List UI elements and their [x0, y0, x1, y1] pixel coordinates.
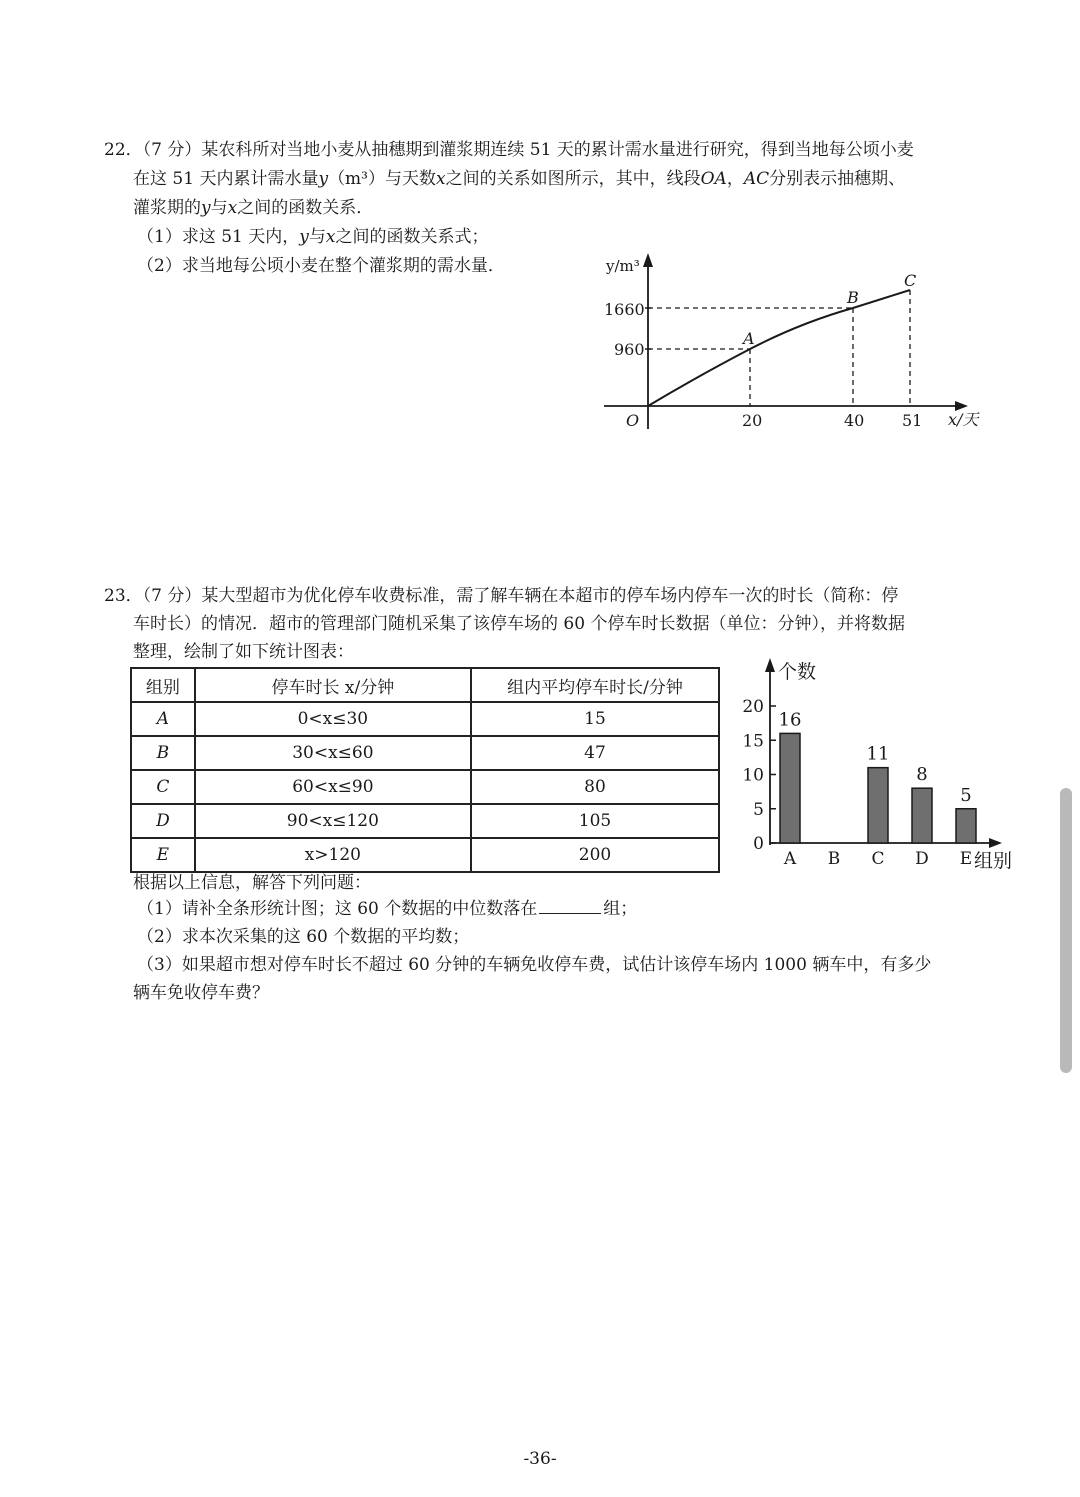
x-tick-label-20: 20 [742, 411, 763, 430]
q22-stem-text: 22．（7 分）某农科所对当地小麦从抽穗期到灌浆期连续 51 天的累计需水量进行研究，得到当地每公顷小麦 [104, 140, 914, 160]
point-label-b: B [847, 288, 859, 307]
q23-stem-text: 整理，绘制了如下统计图表： [133, 642, 354, 662]
point-label-c: C [904, 271, 917, 290]
q22-text: 之间的函数关系． [237, 198, 374, 218]
chart-y-tick-label: 15 [742, 731, 764, 752]
cell-range: 60<x≤90 [195, 770, 471, 804]
bar-value-label-c: 11 [866, 743, 890, 765]
x-tick-label-51: 51 [902, 411, 923, 430]
q22-text: （2）求当地每公顷小麦在整个灌浆期的需水量． [137, 256, 505, 276]
category-label-e: E [959, 849, 973, 869]
q23-stem-text: 23．（7 分）某大型超市为优化停车收费标准，需了解车辆在本超市的停车场内停车一次的时长（简称：停 [104, 586, 899, 606]
bar-value-label-e: 5 [960, 784, 972, 806]
vertical-scrollbar[interactable] [1060, 788, 1072, 1073]
chart-y-tick-label: 20 [742, 697, 764, 717]
parking-duration-table [130, 667, 720, 873]
answer-blank[interactable] [539, 897, 601, 914]
cell-group: C [131, 770, 195, 804]
q23-text: 根据以上信息，解答下列问题： [133, 873, 371, 893]
q22-text: 之间的函数关系式； [335, 227, 489, 247]
q22-text: 与天数 [385, 169, 436, 189]
q23-text: 辆车免收停车费？ [133, 983, 269, 1003]
bar-e [956, 809, 976, 843]
table-row [131, 702, 719, 736]
page-number-text: -36- [523, 1449, 557, 1469]
var-y: y [201, 198, 211, 218]
bar-c [868, 768, 888, 843]
chart-y-tick-label: 0 [753, 834, 764, 854]
y-axis-label: y/m³ [606, 257, 640, 275]
bar-value-label-d: 8 [916, 764, 928, 786]
cell-group: B [131, 736, 195, 770]
y-tick-label-1660: 1660 [604, 300, 645, 319]
q23-text: （3）如果超市想对停车时长不超过 60 分钟的车辆免收停车费，试估计该停车场内 1000 辆车中，有多少 [137, 955, 932, 975]
chart-y-arrow-icon [765, 658, 775, 672]
q23-line-3 [133, 640, 354, 664]
chart-bars [779, 709, 976, 869]
cell-range: 0<x≤30 [195, 702, 471, 736]
bar-a [780, 733, 800, 843]
q23-line-2 [133, 612, 905, 636]
cell-avg: 15 [471, 702, 719, 736]
cell-group: E [131, 838, 195, 872]
category-label-b: B [827, 849, 841, 869]
q22-function-graph [590, 245, 1000, 440]
q22-text: 在这 51 天内累计需水量 [133, 169, 319, 189]
segment-ac: AC [743, 169, 770, 189]
var-x: x [436, 169, 446, 189]
header-group: 组别 [131, 668, 195, 702]
cell-range: 90<x≤120 [195, 804, 471, 838]
var-y: y [318, 169, 329, 189]
page-number [0, 1447, 1080, 1471]
chart-y-label: 个数 [778, 661, 817, 683]
q22-sub-2 [137, 254, 505, 278]
x-axis-label: x/天 [948, 410, 979, 429]
table-row [131, 804, 719, 838]
bar-d [912, 788, 932, 843]
q22-text: 分别表示抽穗期、 [769, 169, 906, 189]
q22-text: 与 [308, 227, 326, 247]
q22-text: （1）求这 51 天内， [137, 227, 300, 247]
q22-text: 与 [210, 198, 228, 218]
q23-sub-1 [137, 897, 637, 921]
header-duration: 停车时长 x/分钟 [195, 668, 471, 702]
table-row [131, 838, 719, 872]
q22-line-3 [133, 196, 373, 220]
header-average: 组内平均停车时长/分钟 [471, 668, 719, 702]
chart-y-ticks [742, 697, 776, 854]
cell-avg: 47 [471, 736, 719, 770]
category-label-d: D [915, 849, 929, 869]
q23-line-1 [104, 584, 898, 608]
q23-text: （1）请补全条形统计图；这 60 个数据的中位数落在 [137, 899, 538, 919]
var-x: x [325, 227, 336, 247]
q23-sub-3 [137, 953, 931, 977]
cell-group: A [131, 702, 195, 736]
table-row [131, 770, 719, 804]
table-row [131, 736, 719, 770]
q23-stem-text: 车时长）的情况．超市的管理部门随机采集了该停车场的 60 个停车时长数据（单位：分钟），并将数据 [133, 614, 905, 634]
cell-avg: 200 [471, 838, 719, 872]
chart-y-tick-label: 5 [753, 799, 764, 820]
q23-intro [133, 871, 371, 895]
chart-x-arrow-icon [989, 838, 1002, 848]
chart-y-tick-label: 10 [742, 765, 764, 786]
y-axis-arrow-icon [643, 253, 653, 267]
x-tick-label-40: 40 [844, 411, 865, 430]
q23-text: 组； [603, 899, 638, 919]
q23-sub-2 [137, 925, 469, 949]
bar-value-label-a: 16 [778, 709, 802, 731]
point-label-a: A [743, 329, 755, 348]
q22-text: 灌浆期的 [133, 198, 201, 218]
q22-line-2 [133, 167, 905, 191]
y-tick-label-960: 960 [614, 340, 645, 359]
cell-avg: 80 [471, 770, 719, 804]
q22-sub-1 [137, 225, 488, 249]
cell-group: D [131, 804, 195, 838]
origin-label: O [626, 411, 640, 430]
category-label-c: C [871, 849, 885, 869]
chart-x-label: 组别 [974, 850, 1013, 872]
table-header-row [131, 668, 719, 702]
unit: （m³） [328, 169, 385, 189]
cell-range: 30<x≤60 [195, 736, 471, 770]
var-x: x [227, 198, 238, 218]
segment-oa: OA [700, 169, 727, 189]
q23-bar-chart [718, 652, 1040, 877]
var-y: y [299, 227, 309, 247]
q23-text: （2）求本次采集的这 60 个数据的平均数； [137, 927, 470, 947]
q22-text: ， [726, 169, 744, 189]
cell-range: x>120 [195, 838, 471, 872]
q23-sub-3-cont [133, 981, 269, 1005]
cell-avg: 105 [471, 804, 719, 838]
q22-text: 之间的关系如图所示，其中，线段 [445, 169, 701, 189]
q22-line-1 [104, 138, 914, 162]
category-label-a: A [783, 849, 797, 869]
